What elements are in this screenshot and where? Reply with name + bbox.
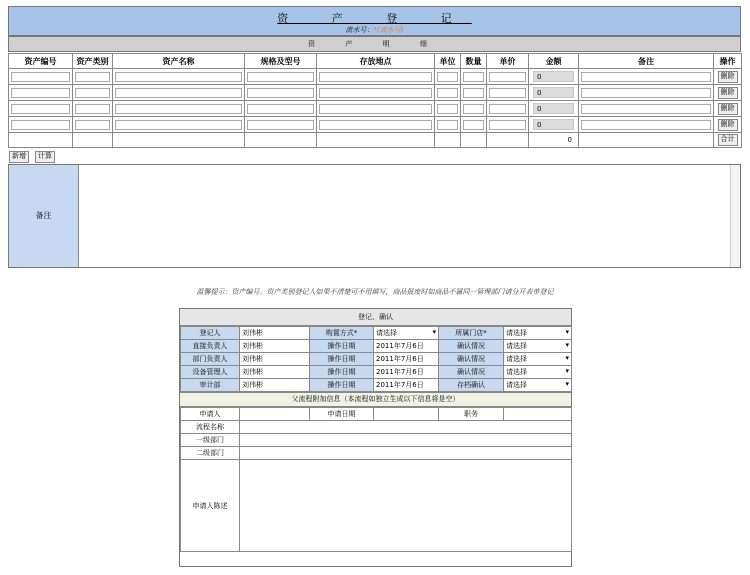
col-unit-price: 单价: [487, 54, 529, 69]
asset-category-input[interactable]: [75, 104, 110, 114]
spec-model-input[interactable]: [247, 72, 314, 82]
archive-confirm-value: 请选择: [506, 381, 527, 389]
unit-price-input[interactable]: [489, 88, 526, 98]
process-name-label: 流程名称: [181, 421, 240, 434]
asset-category-input[interactable]: [75, 72, 110, 82]
chevron-down-icon: ▾: [565, 328, 569, 336]
unit-input[interactable]: [437, 72, 458, 82]
spec-model-input[interactable]: [247, 120, 314, 130]
confirm-status-select[interactable]: [504, 340, 572, 353]
register-confirm-panel: [179, 308, 572, 567]
asset-no-input[interactable]: [11, 72, 70, 82]
table-header-row: [9, 54, 742, 69]
remark-input[interactable]: [581, 72, 711, 82]
total-button[interactable]: 合计: [718, 134, 738, 146]
remark-input[interactable]: [581, 120, 711, 130]
confirm-status-value: 请选择: [506, 368, 527, 376]
dept-manager-label: 部门负责人: [181, 353, 240, 366]
direct-manager-value: 刘伟彬: [240, 340, 310, 353]
spec-model-input[interactable]: [247, 104, 314, 114]
store-select[interactable]: [504, 327, 572, 340]
detail-section-title: 资 产 明 细: [8, 36, 741, 52]
remark-label: 备注: [9, 165, 79, 267]
register-row: [181, 340, 572, 353]
parent-process-title: 父流程附加信息（本流程如独立生成以下信息将是空）: [180, 392, 571, 407]
delete-button[interactable]: 删除: [718, 103, 738, 115]
col-asset-name: 资产名称: [113, 54, 245, 69]
asset-detail-table: [8, 53, 742, 148]
confirm-status-value: 请选择: [506, 355, 527, 363]
equipment-admin-label: 设备管理人: [181, 366, 240, 379]
quantity-input[interactable]: [463, 120, 484, 130]
operation-date-label: 操作日期: [310, 366, 374, 379]
process-name-row: [181, 421, 572, 434]
applicant-label: 申请人: [181, 408, 240, 421]
dept1-value: [240, 434, 572, 447]
statement-row: [181, 460, 572, 552]
operation-date-value: 2011年7月6日: [374, 340, 439, 353]
unit-price-input[interactable]: [489, 72, 526, 82]
apply-date-label: 申请日期: [310, 408, 374, 421]
dept2-value: [240, 447, 572, 460]
applicant-row: [181, 408, 572, 421]
asset-no-input[interactable]: [11, 88, 70, 98]
table-row: [9, 101, 742, 117]
confirm-status-select[interactable]: [504, 353, 572, 366]
asset-category-input[interactable]: [75, 88, 110, 98]
amount-field: 0: [533, 71, 574, 82]
amount-field: 0: [533, 119, 574, 130]
button-row: [8, 150, 741, 164]
chevron-down-icon: ▾: [565, 380, 569, 388]
asset-no-input[interactable]: [11, 120, 70, 130]
asset-name-input[interactable]: [115, 72, 242, 82]
parent-process-table: [180, 407, 572, 552]
col-unit: 单位: [435, 54, 461, 69]
chevron-down-icon: ▾: [565, 367, 569, 375]
confirm-status-label: 确认情况: [439, 353, 504, 366]
applicant-value: [240, 408, 310, 421]
remark-scrollbar[interactable]: [730, 165, 740, 267]
dept2-row: [181, 447, 572, 460]
confirm-status-value: 请选择: [506, 342, 527, 350]
register-row: [181, 379, 572, 392]
unit-input[interactable]: [437, 104, 458, 114]
store-label: 所属门店*: [439, 327, 504, 340]
delete-button[interactable]: 删除: [718, 71, 738, 83]
col-spec-model: 规格及型号: [245, 54, 317, 69]
serial-value: *(流水号): [373, 26, 404, 34]
asset-name-input[interactable]: [115, 88, 242, 98]
remark-section: [8, 164, 741, 268]
page-title: 资 产 登 记: [277, 12, 472, 25]
amount-field: 0: [533, 103, 574, 114]
serial-label: 流水号：: [345, 26, 374, 34]
asset-category-input[interactable]: [75, 120, 110, 130]
unit-price-input[interactable]: [489, 120, 526, 130]
remark-input[interactable]: [581, 88, 711, 98]
dept-manager-value: 刘伟彬: [240, 353, 310, 366]
delete-button[interactable]: 删除: [718, 119, 738, 131]
dept1-label: 一级部门: [181, 434, 240, 447]
add-button[interactable]: 新增: [9, 151, 29, 163]
dept2-label: 二级部门: [181, 447, 240, 460]
delete-button[interactable]: 删除: [718, 87, 738, 99]
amount-field: 0: [533, 87, 574, 98]
quantity-input[interactable]: [463, 104, 484, 114]
operation-date-value: 2011年7月6日: [374, 353, 439, 366]
location-input[interactable]: [319, 72, 432, 82]
col-location: 存放地点: [317, 54, 435, 69]
register-row: [181, 327, 572, 340]
equipment-admin-value: 刘伟彬: [240, 366, 310, 379]
asset-no-input[interactable]: [11, 104, 70, 114]
confirm-status-label: 确认情况: [439, 340, 504, 353]
position-value: [504, 408, 572, 421]
audit-dept-value: 刘伟彬: [240, 379, 310, 392]
chevron-down-icon: ▾: [432, 328, 436, 336]
operation-date-value: 2011年7月6日: [374, 366, 439, 379]
archive-confirm-label: 存档确认: [439, 379, 504, 392]
confirm-status-select[interactable]: [504, 366, 572, 379]
chevron-down-icon: ▾: [565, 341, 569, 349]
direct-manager-label: 直接负责人: [181, 340, 240, 353]
apply-date-value: [374, 408, 439, 421]
statement-value: [240, 460, 572, 552]
registrant-value: 刘伟彬: [240, 327, 310, 340]
purchase-method-select[interactable]: [374, 327, 439, 340]
total-amount: 0: [529, 133, 579, 148]
calc-button[interactable]: 计算: [35, 151, 55, 163]
statement-label: 申请人陈述: [181, 460, 240, 552]
operation-date-label: 操作日期: [310, 353, 374, 366]
purchase-method-value: 请选择: [376, 329, 397, 337]
col-asset-no: 资产编号: [9, 54, 73, 69]
quantity-input[interactable]: [463, 72, 484, 82]
quantity-input[interactable]: [463, 88, 484, 98]
spec-model-input[interactable]: [247, 88, 314, 98]
location-input[interactable]: [319, 104, 432, 114]
operation-date-value: 2011年7月6日: [374, 379, 439, 392]
confirm-status-label: 确认情况: [439, 366, 504, 379]
table-row: [9, 85, 742, 101]
location-input[interactable]: [319, 120, 432, 130]
audit-dept-label: 审计部: [181, 379, 240, 392]
purchase-method-label: 购置方式*: [310, 327, 374, 340]
remark-textarea[interactable]: [79, 165, 740, 267]
col-amount: 金额: [529, 54, 579, 69]
table-row: [9, 117, 742, 133]
register-table: [180, 326, 572, 392]
tip-text: 温馨提示：资产编号、资产类别登记人如果不清楚可不用填写，商品报废时如商品不属同一管理部门请分开表单登记: [196, 288, 554, 296]
col-remark: 备注: [579, 54, 714, 69]
title-bar: [8, 6, 741, 36]
register-row: [181, 353, 572, 366]
operation-date-label: 操作日期: [310, 340, 374, 353]
col-action: 操作: [714, 54, 742, 69]
asset-name-input[interactable]: [115, 120, 242, 130]
asset-name-input[interactable]: [115, 104, 242, 114]
serial-number: [9, 25, 740, 35]
register-title: 登记、确认: [180, 309, 571, 326]
dept1-row: [181, 434, 572, 447]
chevron-down-icon: ▾: [565, 354, 569, 362]
col-quantity: 数量: [461, 54, 487, 69]
col-asset-category: 资产类别: [73, 54, 113, 69]
register-row: [181, 366, 572, 379]
position-label: 职务: [439, 408, 504, 421]
store-value: 请选择: [506, 329, 527, 337]
total-row: [9, 133, 742, 148]
unit-input[interactable]: [437, 120, 458, 130]
registrant-label: 登记人: [181, 327, 240, 340]
remark-input[interactable]: [581, 104, 711, 114]
location-input[interactable]: [319, 88, 432, 98]
table-row: [9, 69, 742, 85]
archive-confirm-select[interactable]: [504, 379, 572, 392]
unit-input[interactable]: [437, 88, 458, 98]
process-name-value: [240, 421, 572, 434]
unit-price-input[interactable]: [489, 104, 526, 114]
operation-date-label: 操作日期: [310, 379, 374, 392]
